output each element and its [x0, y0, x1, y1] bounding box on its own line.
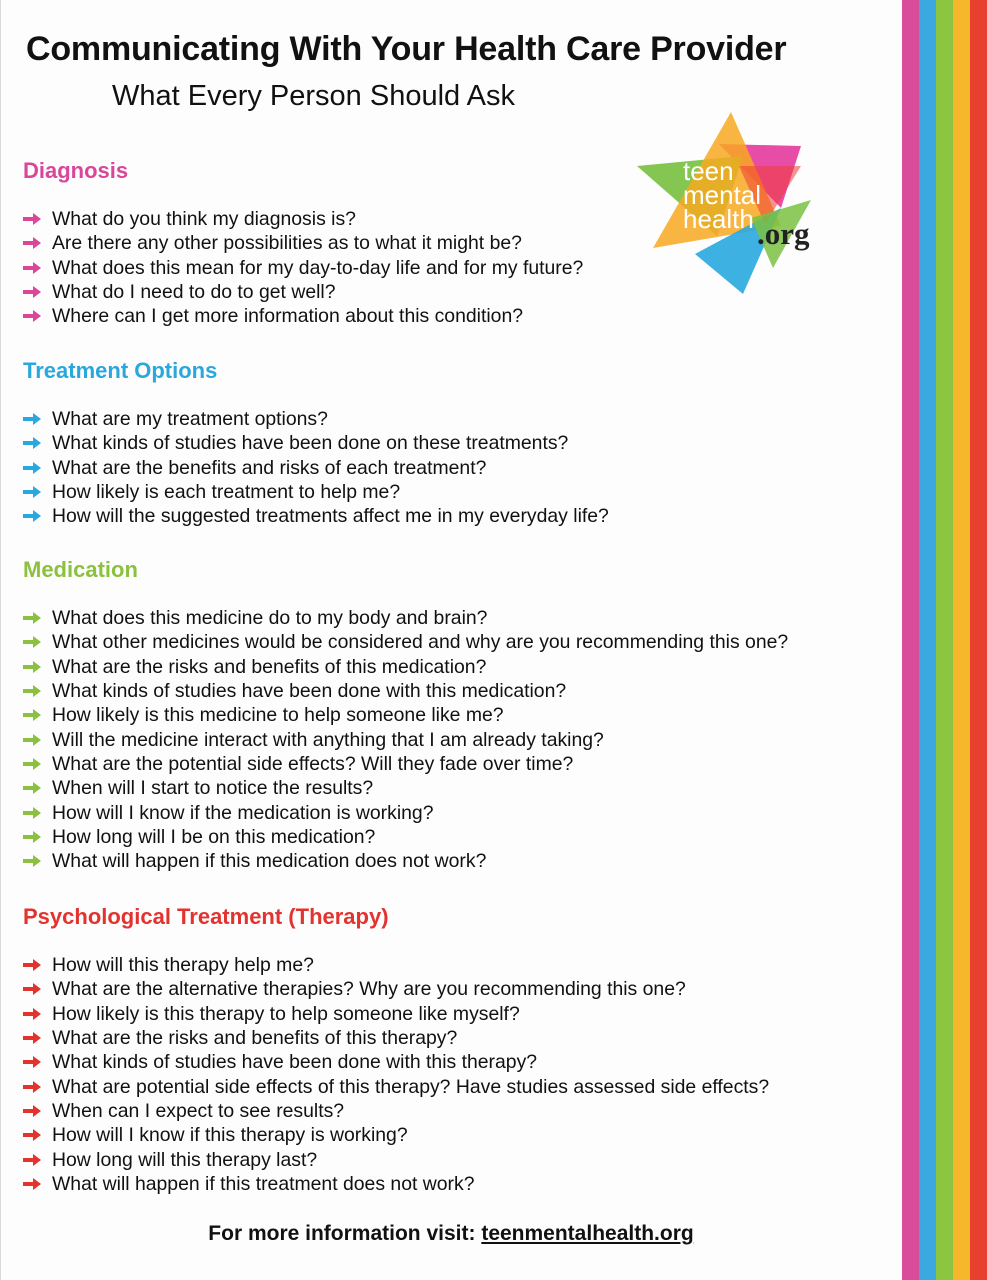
arrow-right-icon [23, 983, 41, 995]
question-text: What other medicines would be considered and why are you recommending this one? [52, 631, 789, 654]
stripe-yellow [953, 0, 970, 1280]
arrow-right-icon [23, 1178, 41, 1190]
question-text: When can I expect to see results? [52, 1099, 345, 1122]
arrow-right-icon [23, 1032, 41, 1044]
question-text: How likely is this therapy to help someone like myself? [52, 1002, 520, 1025]
question-item [23, 456, 609, 480]
question-item [23, 1050, 769, 1074]
question-text: How will I know if this therapy is working? [52, 1124, 408, 1147]
arrow-right-icon [23, 413, 41, 425]
arrow-right-icon [23, 782, 41, 794]
arrow-right-icon [23, 807, 41, 819]
question-item [23, 630, 788, 654]
question-item [23, 953, 769, 977]
arrow-right-icon [23, 831, 41, 843]
question-text: What kinds of studies have been done on these treatments? [52, 432, 569, 455]
question-item [23, 480, 609, 504]
footer-label: For more information visit: [208, 1222, 476, 1245]
question-item [23, 1172, 769, 1196]
question-item [23, 1074, 769, 1098]
teenmentalhealth-logo [631, 108, 836, 298]
arrow-right-icon [23, 462, 41, 474]
logo-text-health: health [683, 204, 754, 234]
question-item [23, 1026, 769, 1050]
question-text: What will happen if this treatment does not work? [52, 1172, 475, 1195]
section-heading-psychological-treatment: Psychological Treatment (Therapy) [23, 904, 389, 929]
question-item [23, 606, 788, 630]
section-psychological-treatment [23, 903, 769, 1196]
arrow-right-icon [23, 1105, 41, 1117]
question-item [23, 256, 583, 280]
logo-text-teen: teen [683, 156, 734, 186]
question-text: What are my treatment options? [52, 408, 328, 431]
logo-text-org: .org [757, 216, 810, 251]
arrow-right-icon [23, 262, 41, 274]
question-text: Are there any other possibilities as to what it might be? [52, 232, 522, 255]
section-medication [23, 556, 788, 873]
logo-text-mental: mental [683, 180, 762, 210]
question-item [23, 207, 583, 231]
question-text: How will this therapy help me? [52, 954, 314, 977]
question-list-medication [23, 606, 788, 873]
arrow-right-icon [23, 486, 41, 498]
question-item [23, 304, 583, 328]
arrow-right-icon [23, 959, 41, 971]
question-item [23, 679, 788, 703]
question-item [23, 280, 583, 304]
question-item [23, 727, 788, 751]
question-item [23, 849, 788, 873]
footer [1, 1222, 901, 1246]
question-item [23, 1099, 769, 1123]
question-item [23, 1147, 769, 1171]
document-subtitle: What Every Person Should Ask [112, 80, 515, 112]
question-item [23, 407, 609, 431]
arrow-right-icon [23, 661, 41, 673]
question-text: What kinds of studies have been done with this medication? [52, 680, 567, 703]
question-text: What are the alternative therapies? Why are you recommending this one? [52, 978, 686, 1001]
question-text: What do you think my diagnosis is? [52, 208, 356, 231]
section-heading-treatment-options: Treatment Options [23, 358, 218, 383]
arrow-right-icon [23, 1056, 41, 1068]
arrow-right-icon [23, 685, 41, 697]
question-text: What are the potential side effects? Will they fade over time? [52, 752, 574, 775]
question-list-psychological-treatment [23, 953, 769, 1196]
arrow-right-icon [23, 286, 41, 298]
arrow-right-icon [23, 758, 41, 770]
arrow-right-icon [23, 437, 41, 449]
arrow-right-icon [23, 734, 41, 746]
question-item [23, 431, 609, 455]
question-item [23, 800, 788, 824]
question-item [23, 231, 583, 255]
arrow-right-icon [23, 310, 41, 322]
question-text: When will I start to notice the results? [52, 777, 374, 800]
arrow-right-icon [23, 1154, 41, 1166]
question-text: How will the suggested treatments affect me in my everyday life? [52, 505, 609, 528]
question-text: Will the medicine interact with anything that I am already taking? [52, 728, 604, 751]
stripe-blue [919, 0, 936, 1280]
question-item [23, 504, 609, 528]
question-item [23, 1002, 769, 1026]
question-text: What do I need to do to get well? [52, 281, 336, 304]
arrow-right-icon [23, 709, 41, 721]
stripe-pink [902, 0, 919, 1280]
question-item [23, 825, 788, 849]
question-item [23, 977, 769, 1001]
question-text: What are the benefits and risks of each treatment? [52, 456, 487, 479]
question-text: Where can I get more information about this condition? [52, 305, 524, 328]
question-text: What kinds of studies have been done with this therapy? [52, 1051, 538, 1074]
arrow-right-icon [23, 1081, 41, 1093]
arrow-right-icon [23, 1008, 41, 1020]
document-title: Communicating With Your Health Care Provider [26, 30, 787, 68]
question-text: What does this medicine do to my body and brain? [52, 607, 488, 630]
arrow-right-icon [23, 612, 41, 624]
question-text: How long will this therapy last? [52, 1148, 318, 1171]
question-text: How long will I be on this medication? [52, 825, 376, 848]
question-text: How likely is each treatment to help me? [52, 481, 401, 504]
question-text: What does this mean for my day-to-day life and for my future? [52, 256, 584, 279]
rainbow-stripes [902, 0, 987, 1280]
section-heading-diagnosis: Diagnosis [23, 158, 129, 183]
arrow-right-icon [23, 213, 41, 225]
question-text: How likely is this medicine to help someone like me? [52, 704, 504, 727]
section-treatment-options [23, 357, 609, 528]
arrow-right-icon [23, 510, 41, 522]
question-item [23, 1123, 769, 1147]
footer-website-link[interactable]: teenmentalhealth.org [481, 1222, 694, 1245]
arrow-right-icon [23, 237, 41, 249]
question-text: What are the risks and benefits of this therapy? [52, 1027, 458, 1050]
question-item [23, 703, 788, 727]
question-text: How will I know if the medication is working? [52, 801, 434, 824]
arrow-right-icon [23, 1129, 41, 1141]
arrow-right-icon [23, 636, 41, 648]
stripe-green [936, 0, 953, 1280]
stripe-red [970, 0, 987, 1280]
question-text: What are potential side effects of this therapy? Have studies assessed side effects? [52, 1075, 770, 1098]
question-list-treatment-options [23, 407, 609, 528]
section-heading-medication: Medication [23, 557, 138, 582]
arrow-right-icon [23, 855, 41, 867]
question-item [23, 752, 788, 776]
question-item [23, 776, 788, 800]
question-text: What are the risks and benefits of this medication? [52, 655, 487, 678]
question-text: What will happen if this medication does not work? [52, 850, 487, 873]
question-item [23, 655, 788, 679]
question-list-diagnosis [23, 207, 583, 328]
section-diagnosis [23, 157, 583, 328]
